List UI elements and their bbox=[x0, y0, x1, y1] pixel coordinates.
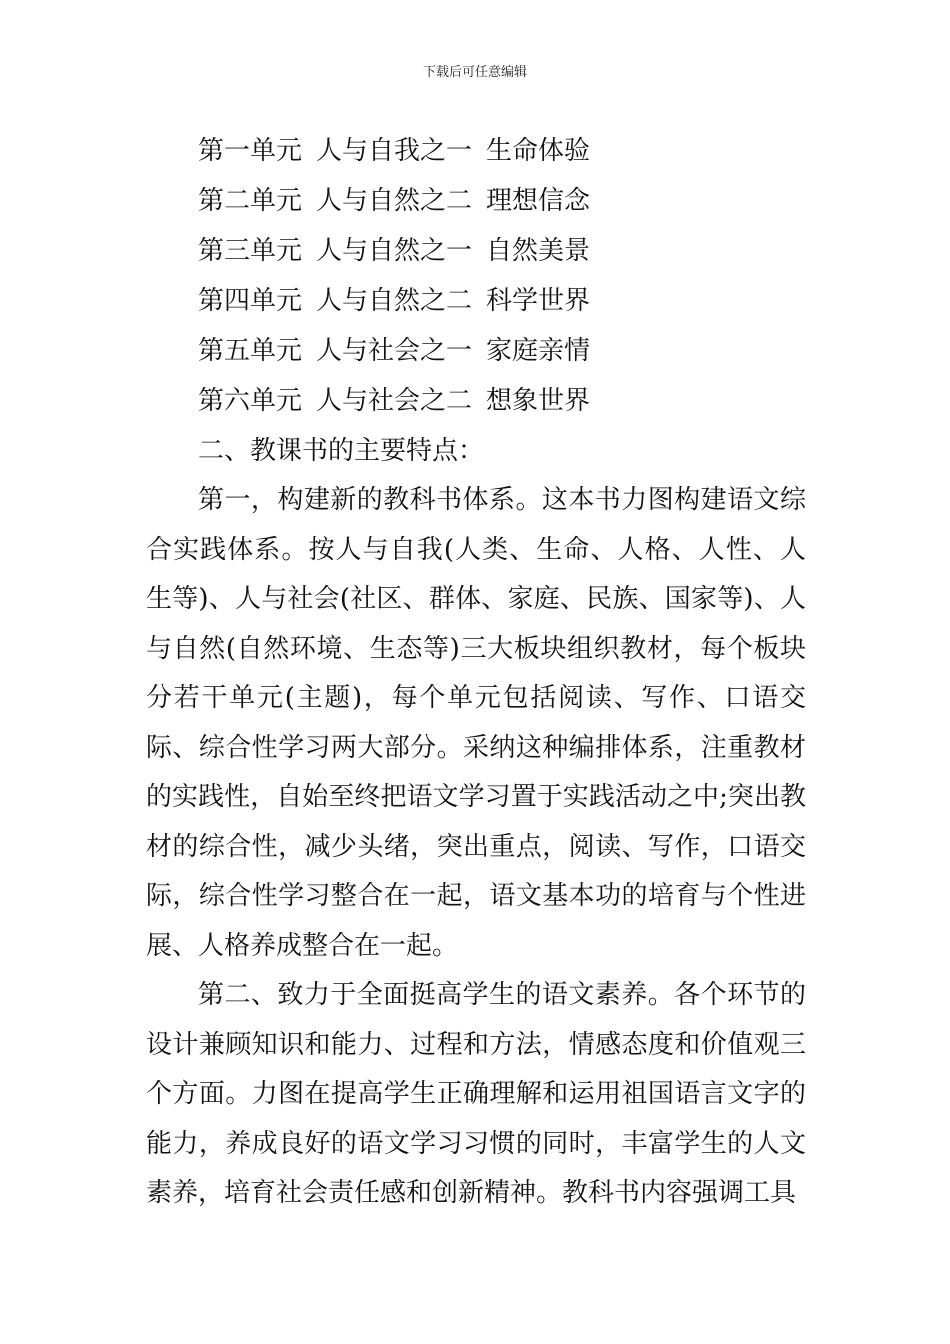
unit-number: 第一单元 bbox=[198, 136, 303, 166]
unit-topic: 家庭亲情 bbox=[486, 336, 591, 366]
unit-number: 第六单元 bbox=[198, 386, 303, 416]
unit-theme: 人与社会之二 bbox=[316, 386, 473, 416]
unit-theme: 人与自然之一 bbox=[316, 236, 473, 266]
unit-line bbox=[146, 126, 806, 176]
unit-topic: 自然美景 bbox=[486, 236, 591, 266]
unit-theme: 人与自我之一 bbox=[316, 136, 473, 166]
unit-topic: 科学世界 bbox=[486, 286, 591, 316]
paragraph-feature-two: 第二、致力于全面挺高学生的语文素养。各个环节的设计兼顾知识和能力、过程和方法，情感态度和价值观三个方面。力图在提高学生正确理解和运用祖国语言文字的能力，养成良好的语文学习习惯的同时，丰富学生的人文素养，培育社会责任感和创新精神。教科书内容强调工具 bbox=[146, 980, 806, 1208]
unit-topic: 想象世界 bbox=[486, 386, 591, 416]
unit-number: 第三单元 bbox=[198, 236, 303, 266]
unit-topic: 理想信念 bbox=[486, 186, 591, 216]
unit-number: 第五单元 bbox=[198, 336, 303, 366]
unit-topic: 生命体验 bbox=[486, 136, 591, 166]
unit-number: 第四单元 bbox=[198, 286, 303, 316]
unit-line bbox=[146, 276, 806, 326]
section-heading: 二、教课书的主要特点： bbox=[198, 436, 485, 466]
unit-line bbox=[146, 326, 806, 376]
unit-line bbox=[146, 376, 806, 426]
unit-theme: 人与自然之二 bbox=[316, 186, 473, 216]
unit-line bbox=[146, 176, 806, 226]
unit-line bbox=[146, 226, 806, 276]
document-body bbox=[146, 126, 806, 1219]
page-header-note: 下载后可任意编辑 bbox=[422, 65, 527, 80]
unit-theme: 人与自然之二 bbox=[316, 286, 473, 316]
paragraph-feature-one: 第一，构建新的教科书体系。这本书力图构建语文综合实践体系。按人与自我(人类、生命、人格、人性、人生等)、人与社会(社区、群体、家庭、民族、国家等)、人与自然(自然环境、生态等)三大板块组织教材，每个板块分若干单元(主题)，每个单元包括阅读、写作、口语交际、综合性学习两大部分。采纳这种编排体系，注重教材的实践性，自始至终把语文学习置于实践活动之中;突出教材的综合性，减少头绪，突出重点，阅读、写作，口语交际，综合性学习整合在一起，语文基本功的培育与个性进展、人格养成整合在一起。 bbox=[146, 485, 806, 961]
unit-number: 第二单元 bbox=[198, 186, 303, 216]
unit-theme: 人与社会之一 bbox=[316, 336, 473, 366]
